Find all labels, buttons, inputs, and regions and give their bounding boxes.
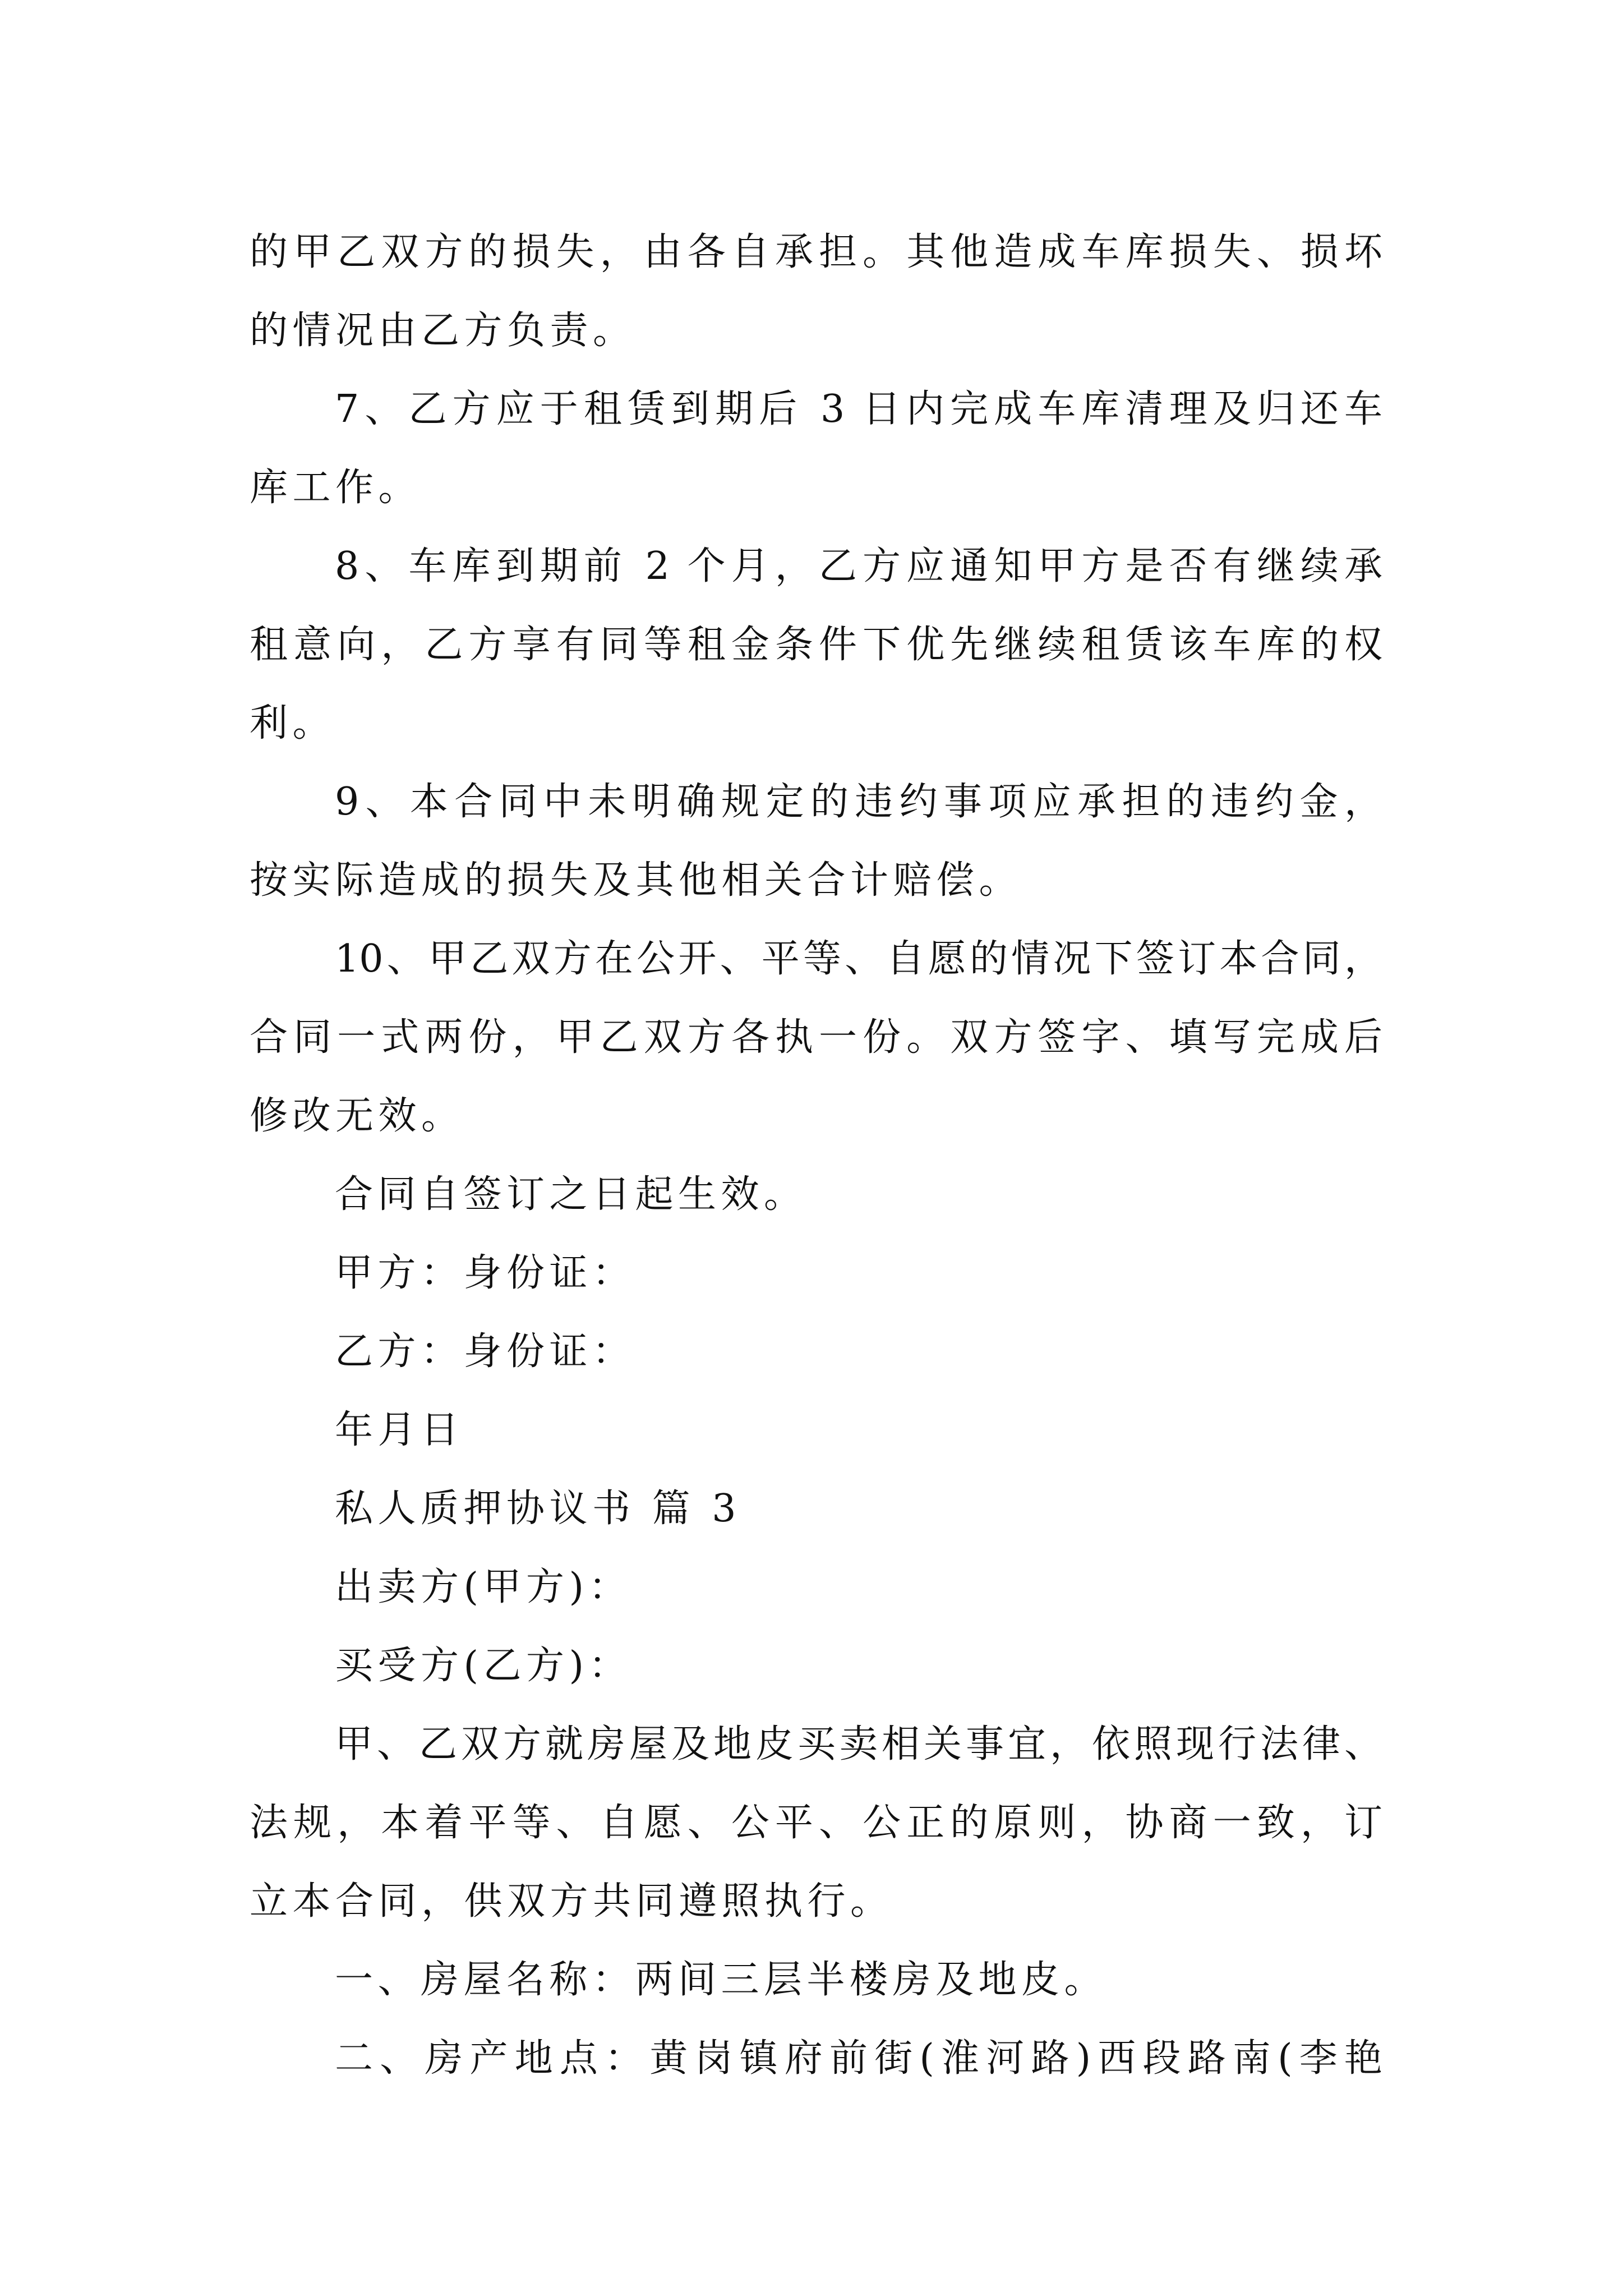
clause-10: 10、甲乙双方在公开、平等、自愿的情况下签订本合同， bbox=[335, 937, 1382, 981]
text-line: 修改无效。 bbox=[250, 1094, 464, 1138]
text-line: 合同一式两份，甲乙双方各执一份。双方签字、填写完成后 bbox=[250, 1015, 1382, 1060]
text-line: 法规，本着平等、自愿、公平、公正的原则，协商一致，订 bbox=[250, 1801, 1382, 1845]
text-line: 租意向，乙方享有同等租金条件下优先继续租赁该车库的权 bbox=[250, 623, 1382, 667]
preamble: 甲、乙双方就房屋及地皮买卖相关事宜，依照现行法律、 bbox=[335, 1722, 1382, 1766]
document-body bbox=[250, 213, 1382, 2098]
article-2: 二、房产地点：黄岗镇府前街(淮河路)西段路南(李艳 bbox=[335, 2036, 1382, 2081]
party-b-signature-line: 乙方：身份证： bbox=[335, 1329, 635, 1374]
text-line: 的情况由乙方负责。 bbox=[250, 309, 636, 353]
section-heading: 私人质押协议书 篇 3 bbox=[335, 1487, 741, 1531]
text-line: 立本合同，供双方共同遵照执行。 bbox=[250, 1879, 893, 1924]
article-1: 一、房屋名称：两间三层半楼房及地皮。 bbox=[335, 1958, 1108, 2002]
text-line: 库工作。 bbox=[250, 466, 422, 510]
effective-statement: 合同自签订之日起生效。 bbox=[335, 1172, 807, 1217]
clause-7: 7、乙方应于租赁到期后 3 日内完成车库清理及归还车 bbox=[335, 387, 1382, 431]
text-line: 按实际造成的损失及其他相关合计赔偿。 bbox=[250, 858, 1022, 903]
seller-line: 出卖方(甲方)： bbox=[335, 1565, 632, 1609]
party-a-signature-line: 甲方：身份证： bbox=[335, 1251, 635, 1295]
text-line: 利。 bbox=[250, 701, 336, 746]
text-line: 的甲乙双方的损失，由各自承担。其他造成车库损失、损坏 bbox=[250, 230, 1382, 274]
clause-9: 9、本合同中未明确规定的违约事项应承担的违约金， bbox=[335, 780, 1382, 824]
date-line: 年月日 bbox=[335, 1408, 464, 1452]
clause-8: 8、车库到期前 2 个月，乙方应通知甲方是否有继续承 bbox=[335, 544, 1382, 588]
buyer-line: 买受方(乙方)： bbox=[335, 1644, 632, 1688]
